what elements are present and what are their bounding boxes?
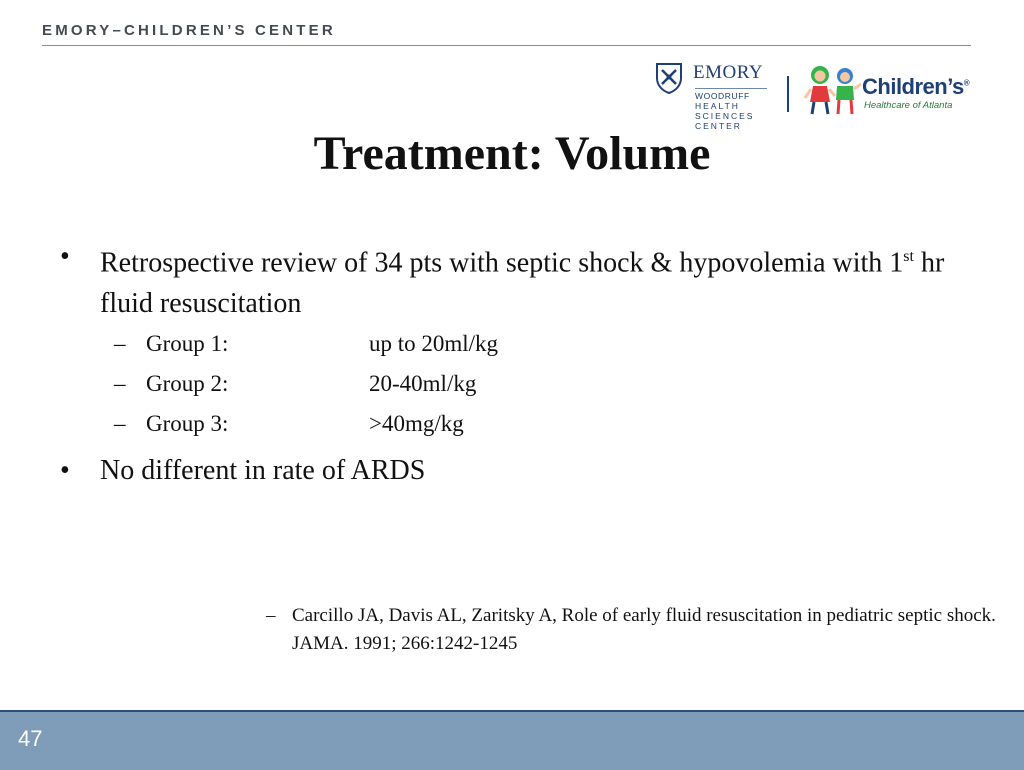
childrens-tagline: Healthcare of Atlanta — [864, 100, 953, 111]
sub-item — [60, 364, 960, 404]
superscript: st — [903, 248, 914, 265]
emory-sub-line: HEALTH — [695, 101, 740, 111]
header-org-title: EMORY–CHILDREN’S CENTER — [42, 22, 336, 39]
group-value: up to 20ml/kg — [369, 331, 499, 357]
emory-sub-line: SCIENCES — [695, 111, 755, 121]
footer-bar — [0, 710, 1024, 770]
page-number: 47 — [18, 726, 43, 751]
childrens-name — [862, 74, 969, 100]
sub-dash: – — [114, 411, 126, 437]
bullet-mark: • — [60, 455, 70, 487]
group-value: 20-40ml/kg — [369, 371, 477, 397]
emory-sub-line: WOODRUFF — [695, 88, 767, 101]
sub-item — [60, 404, 960, 444]
childrens-name-text: Children’s — [862, 74, 964, 99]
group-value: >40mg/kg — [369, 411, 464, 437]
emory-subtitle — [695, 88, 767, 131]
emory-logo — [655, 62, 767, 132]
bullet-text-cont: hr fluid resuscitation — [100, 247, 945, 320]
sub-dash: – — [114, 331, 126, 357]
citation — [266, 602, 1012, 658]
bullet-text: No different in rate of ARDS — [100, 455, 426, 487]
bullet-text: Retrospective review of 34 pts with septic shock & hypovolemia with 1 — [100, 247, 904, 279]
childrens-logo — [802, 62, 974, 118]
citation-dash: – — [266, 605, 276, 626]
emory-sub-line: CENTER — [695, 121, 742, 131]
emory-shield-icon — [655, 62, 683, 94]
sub-dash: – — [114, 371, 126, 397]
logo-divider — [787, 76, 789, 112]
emory-name: EMORY — [693, 62, 764, 83]
bullet-mark: • — [60, 241, 70, 272]
bullet-item — [60, 450, 960, 491]
registered-mark: ® — [963, 78, 970, 88]
bullet-item — [60, 236, 960, 324]
citation-text: Carcillo JA, Davis AL, Zaritsky A, Role of early fluid resuscitation in pediatric septic shock. JAMA. 1991; 266:1242-1245 — [292, 605, 996, 654]
slide-title: Treatment: Volume — [313, 127, 711, 180]
kids-figure-icon — [802, 62, 864, 116]
group-label: Group 3: — [146, 411, 229, 437]
header-divider — [42, 45, 971, 46]
slide-content — [60, 236, 960, 491]
group-label: Group 2: — [146, 371, 229, 397]
group-label: Group 1: — [146, 331, 229, 357]
sub-item — [60, 324, 960, 364]
